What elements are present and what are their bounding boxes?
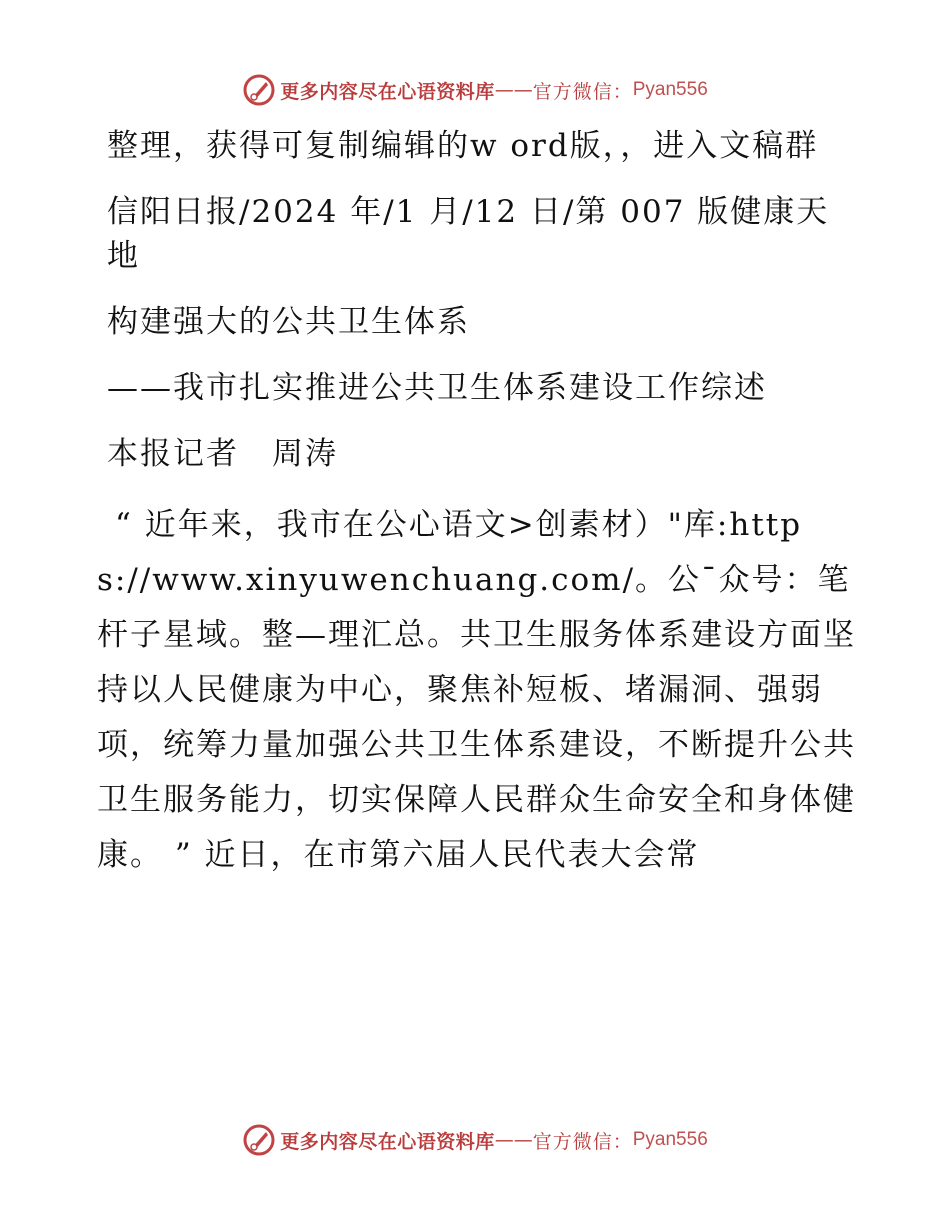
article-subtitle: ——我市扎实推进公共卫生体系建设工作综述 [107, 370, 767, 406]
article-body: “ 近年来，我市在公心语文>创素材）"库:https://www.xinyuwenchuang.com/。公¯众号：笔杆子星域。整—理汇总。共卫生服务体系建设方面坚持以人民健康为中心，聚焦补短板、堵漏洞、强弱项，统筹力量加强公共卫生体系建设，不断提升公共卫生服务能力，切实保障人民群众生命安全和身体健康。 ” 近日，在市第六届人民代表大会常 [97, 507, 856, 873]
footer-watermark-banner [0, 1120, 950, 1160]
document-content [97, 124, 857, 883]
banner-wechat-label: 官方微信： [532, 80, 633, 103]
banner-title: 更多内容尽在心语资料库 [280, 80, 495, 103]
banner-separator: —— [494, 79, 533, 101]
quill-logo-icon [242, 73, 276, 107]
intro-line: 整理，获得可复制编辑的w ord版，，进入文稿群 [107, 128, 819, 164]
header-watermark-banner [0, 70, 950, 110]
banner-wechat-id: Pyan556 [632, 1129, 708, 1150]
banner-title: 更多内容尽在心语资料库 [280, 1130, 495, 1153]
article-title: 构建强大的公共卫生体系 [107, 304, 470, 340]
banner-wechat-id: Pyan556 [632, 79, 708, 100]
quill-logo-icon [242, 1123, 276, 1157]
banner-wechat-label: 官方微信： [532, 1130, 633, 1153]
banner-separator: —— [494, 1129, 533, 1151]
source-line: 信阳日报/2024 年/1 月/12 日/第 007 版健康天地 [107, 194, 830, 274]
article-byline: 本报记者 周涛 [107, 436, 338, 472]
